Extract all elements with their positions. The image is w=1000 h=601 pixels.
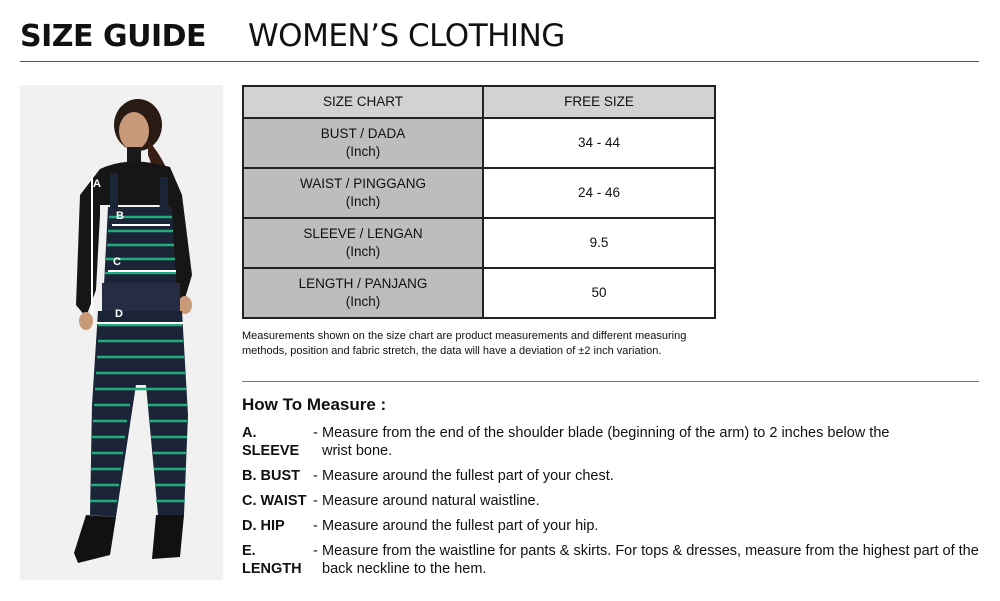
item-key: A. SLEEVE xyxy=(242,425,300,459)
marker-b: B xyxy=(116,210,124,222)
page-title: SIZE GUIDE xyxy=(20,18,207,54)
marker-d: D xyxy=(115,308,123,320)
list-item: E. LENGTH - Measure from the waistline for pants & skirts. For tops & dresses, measure from the highest part of the back neckline to the hem. xyxy=(242,542,987,578)
how-to-measure-heading: How To Measure : xyxy=(242,395,387,414)
free-size-header: FREE SIZE xyxy=(483,86,715,118)
header-divider xyxy=(20,61,979,62)
table-row xyxy=(243,268,715,318)
section-divider xyxy=(242,381,979,382)
marker-c: C xyxy=(113,256,121,268)
item-key: C. WAIST xyxy=(242,493,307,509)
item-key: B. BUST xyxy=(242,468,300,484)
row-value: 24 - 46 xyxy=(483,168,715,218)
table-row xyxy=(243,218,715,268)
item-desc: Measure from the end of the shoulder blade (beginning of the arm) to 2 inches below the wrist bone. xyxy=(322,425,890,459)
size-chart-table xyxy=(242,85,716,319)
table-row xyxy=(243,168,715,218)
list-item: D. HIP - Measure around the fullest part of your hip. xyxy=(242,517,987,535)
header xyxy=(20,14,565,58)
measurement-note: Measurements shown on the size chart are product measurements and different measuring methods, position and fabric stretch, the data will have a deviation of ±2 inch variation. xyxy=(242,330,687,357)
item-desc: Measure around the fullest part of your chest. xyxy=(322,468,614,484)
item-desc: Measure around natural waistline. xyxy=(322,493,540,509)
item-desc: Measure around the fullest part of your hip. xyxy=(322,518,599,534)
row-value: 34 - 44 xyxy=(483,118,715,168)
item-desc: Measure from the waistline for pants & skirts. For tops & dresses, measure from the highest part of the back neckline to the hem. xyxy=(322,543,979,577)
page-subtitle: WOMEN’S CLOTHING xyxy=(248,18,565,54)
list-item: C. WAIST - Measure around natural waistline. xyxy=(242,492,987,510)
row-value: 50 xyxy=(483,268,715,318)
row-label: WAIST / PINGGANG (Inch) xyxy=(243,168,483,218)
row-label: SLEEVE / LENGAN (Inch) xyxy=(243,218,483,268)
size-chart-header: SIZE CHART xyxy=(243,86,483,118)
model-illustration xyxy=(20,85,223,580)
model-photo xyxy=(20,85,223,580)
row-value: 9.5 xyxy=(483,218,715,268)
measure-list xyxy=(242,424,987,585)
item-key: D. HIP xyxy=(242,518,285,534)
row-label: BUST / DADA (Inch) xyxy=(243,118,483,168)
table-header-row xyxy=(243,86,715,118)
marker-a: A xyxy=(93,178,101,190)
list-item: B. BUST - Measure around the fullest part of your chest. xyxy=(242,467,987,485)
row-label: LENGTH / PANJANG (Inch) xyxy=(243,268,483,318)
table-row xyxy=(243,118,715,168)
item-key: E. LENGTH xyxy=(242,543,302,577)
list-item: A. SLEEVE - Measure from the end of the shoulder blade (beginning of the arm) to 2 inches below the wrist bone. xyxy=(242,424,987,460)
